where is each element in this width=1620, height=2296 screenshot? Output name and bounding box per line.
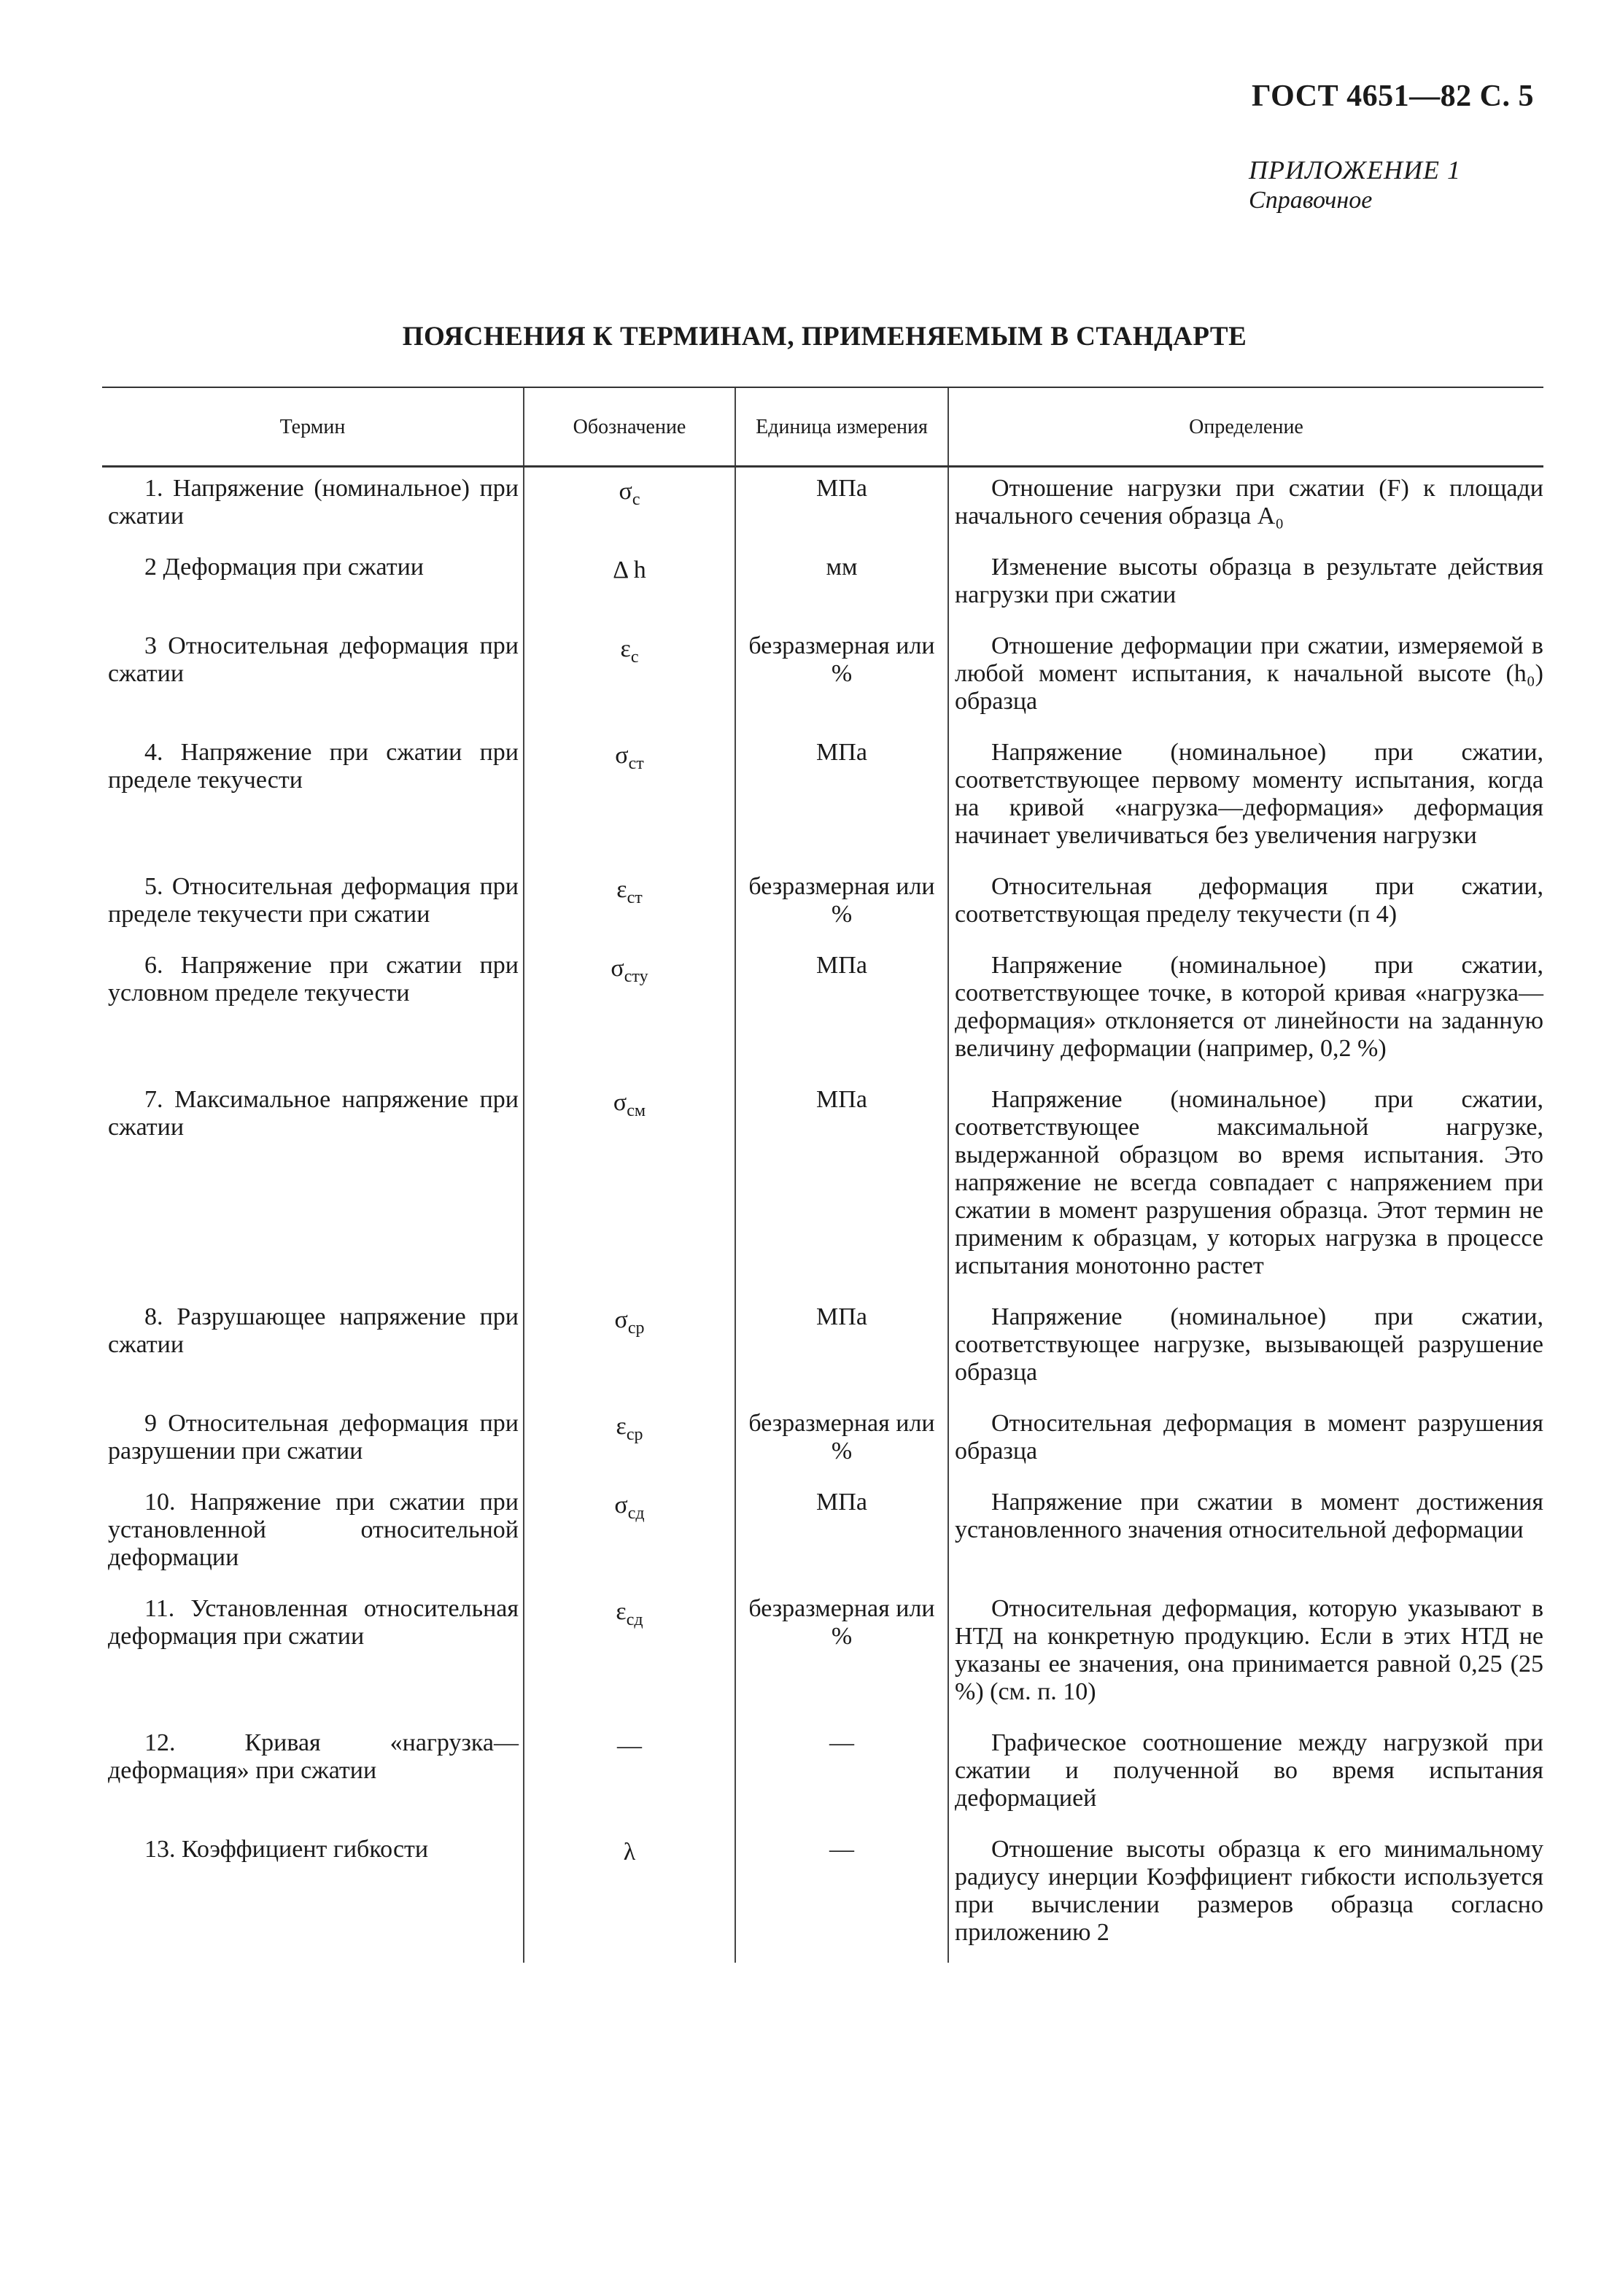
unit-cell: МПа [735, 945, 948, 1079]
definition-cell [948, 1296, 1543, 1403]
term-text: 1. Напряжение (номинальное) при сжатии [108, 475, 519, 530]
definition-text: Графическое соотношение между нагрузкой при сжатии и полученной во время испытания деформацией [955, 1729, 1543, 1812]
symbol-cell [524, 467, 735, 547]
definition-text: Отношение высоты образца к его минимальному радиусу инерции Коэффициент гибкости используется при вычислении размеров образца согласно приложению 2 [955, 1836, 1543, 1946]
table-row [102, 546, 1543, 625]
symbol-cell [524, 625, 735, 732]
definition-cell [948, 1403, 1543, 1481]
table-row [102, 1403, 1543, 1481]
unit-cell: безразмерная или % [735, 866, 948, 945]
table-row [102, 625, 1543, 732]
terms-table [102, 387, 1543, 1963]
term-cell [102, 625, 524, 732]
definition-text: Напряжение при сжатии в момент достижения установленного значения относительной деформации [955, 1489, 1543, 1543]
unit-cell: МПа [735, 1296, 948, 1403]
symbol-cell [524, 1296, 735, 1403]
symbol-subscript: с [630, 648, 639, 667]
term-cell [102, 1588, 524, 1722]
term-cell [102, 866, 524, 945]
definition-cell [948, 1828, 1543, 1963]
unit-cell: безразмерная или % [735, 625, 948, 732]
symbol-subscript: ст [627, 888, 643, 907]
definition-cell [948, 467, 1543, 547]
definition-text: Отношение нагрузки при сжатии (F) к площади начального сечения образца A₀ [955, 475, 1543, 530]
term-cell [102, 1481, 524, 1588]
term-text: 8. Разрушающее напряжение при сжатии [108, 1303, 519, 1358]
table-row [102, 1588, 1543, 1722]
definition-text: Относительная деформация в момент разрушения образца [955, 1410, 1543, 1465]
term-text: 9 Относительная деформация при разрушении при сжатии [108, 1410, 519, 1465]
table-row [102, 1296, 1543, 1403]
unit-cell: — [735, 1722, 948, 1828]
definition-text: Изменение высоты образца в результате действия нагрузки при сжатии [955, 554, 1543, 608]
header-symbol: Обозначение [524, 387, 735, 467]
appendix-subtitle: Справочное [1249, 187, 1373, 214]
term-cell [102, 732, 524, 866]
appendix-title: ПРИЛОЖЕНИЕ 1 [1249, 155, 1461, 185]
symbol-cell [524, 866, 735, 945]
symbol-subscript: с [632, 490, 640, 509]
unit-cell: МПа [735, 1079, 948, 1296]
term-cell [102, 1079, 524, 1296]
unit-cell: мм [735, 546, 948, 625]
definition-text: Напряжение (номинальное) при сжатии, соответствующее максимальной нагрузке, выдержанной образцом во время испытания. Это напряжение не всегда совпадает с напряжением при сжатии в момент разрушения образца. Этот термин не применим к образцам, у которых нагрузка в процессе испытания монотонно растет [955, 1086, 1543, 1279]
symbol-base: ε [620, 635, 631, 662]
header-unit: Единица измерения [735, 387, 948, 467]
table-row [102, 1079, 1543, 1296]
term-text: 12. Кривая «нагрузка—деформация» при сжатии [108, 1729, 519, 1784]
symbol-base: ε [616, 876, 627, 903]
symbol-subscript: сд [626, 1610, 643, 1629]
unit-cell: безразмерная или % [735, 1588, 948, 1722]
definition-cell [948, 866, 1543, 945]
symbol-base: Δ h [613, 556, 646, 583]
definition-text: Напряжение (номинальное) при сжатии, соответствующее точке, в которой кривая «нагрузка—деформация» отклоняется от линейности на заданную величину деформации (например, 0,2 %) [955, 952, 1543, 1062]
table-row [102, 1828, 1543, 1963]
term-text: 2 Деформация при сжатии [144, 554, 424, 581]
definition-cell [948, 1079, 1543, 1296]
symbol-base: σ [615, 742, 629, 769]
symbol-subscript: см [627, 1101, 646, 1120]
symbol-cell [524, 1079, 735, 1296]
document-title: ПОЯСНЕНИЯ К ТЕРМИНАМ, ПРИМЕНЯЕМЫМ В СТАНДАРТЕ [402, 322, 1247, 352]
symbol-cell [524, 1403, 735, 1481]
unit-cell: безразмерная или % [735, 1403, 948, 1481]
symbol-base: σ [611, 955, 624, 982]
term-text: 6. Напряжение при сжатии при условном пределе текучести [108, 952, 519, 1007]
table-row [102, 467, 1543, 547]
symbol-cell [524, 1588, 735, 1722]
term-cell [102, 1296, 524, 1403]
definition-text: Относительная деформация при сжатии, соответствующая пределу текучести (п 4) [955, 873, 1543, 928]
definition-cell [948, 1481, 1543, 1588]
term-text: 13. Коэффициент гибкости [144, 1836, 429, 1863]
term-cell [102, 1722, 524, 1828]
term-cell [102, 1828, 524, 1963]
symbol-base: σ [614, 1492, 628, 1519]
definition-text: Относительная деформация, которую указывают в НТД на конкретную продукцию. Если в этих НТД не указаны ее значения, она принимается равной 0,25 (25 %) (см. п. 10) [955, 1595, 1543, 1705]
term-cell [102, 1403, 524, 1481]
term-text: 10. Напряжение при сжатии при установленной относительной деформации [108, 1489, 519, 1571]
table-row [102, 732, 1543, 866]
term-text: 5. Относительная деформация при пределе текучести при сжатии [108, 873, 519, 928]
definition-cell [948, 1588, 1543, 1722]
symbol-base: — [617, 1732, 642, 1759]
definition-text: Отношение деформации при сжатии, измеряемой в любой момент испытания, к начальной высоте (h₀) образца [955, 632, 1543, 715]
unit-cell: МПа [735, 1481, 948, 1588]
term-text: 11. Установленная относительная деформация при сжатии [108, 1595, 519, 1650]
definition-cell [948, 625, 1543, 732]
definition-cell [948, 732, 1543, 866]
page-header: ГОСТ 4651—82 С. 5 [1251, 79, 1534, 113]
symbol-subscript: сд [627, 1504, 645, 1523]
unit-cell: МПа [735, 467, 948, 547]
term-cell [102, 546, 524, 625]
table-row [102, 1722, 1543, 1828]
header-definition: Определение [948, 387, 1543, 467]
symbol-base: ε [616, 1413, 627, 1440]
symbol-base: σ [613, 1089, 627, 1116]
unit-cell: — [735, 1828, 948, 1963]
term-text: 3 Относительная деформация при сжатии [108, 632, 519, 687]
table-row [102, 1481, 1543, 1588]
symbol-cell [524, 1481, 735, 1588]
symbol-subscript: ср [627, 1319, 645, 1338]
appendix-block [1249, 155, 1461, 214]
table-row [102, 866, 1543, 945]
symbol-base: λ [623, 1839, 636, 1866]
symbol-cell [524, 1722, 735, 1828]
symbol-subscript: ср [626, 1425, 643, 1444]
term-cell [102, 945, 524, 1079]
symbol-base: σ [614, 1306, 628, 1333]
symbol-cell [524, 732, 735, 866]
symbol-cell [524, 546, 735, 625]
terms-table-header [102, 387, 1543, 467]
symbol-subscript: ст [628, 754, 644, 773]
symbol-base: σ [619, 478, 632, 505]
definition-text: Напряжение (номинальное) при сжатии, соответствующее нагрузке, вызывающей разрушение образца [955, 1303, 1543, 1386]
symbol-cell [524, 945, 735, 1079]
term-text: 7. Максимальное напряжение при сжатии [108, 1086, 519, 1141]
symbol-cell [524, 1828, 735, 1963]
definition-cell [948, 945, 1543, 1079]
definition-text: Напряжение (номинальное) при сжатии, соответствующее первому моменту испытания, когда на кривой «нагрузка—деформация» деформация начинает увеличиваться без увеличения нагрузки [955, 739, 1543, 849]
term-text: 4. Напряжение при сжатии при пределе текучести [108, 739, 519, 794]
header-term: Термин [102, 387, 524, 467]
symbol-base: ε [616, 1598, 627, 1625]
definition-cell [948, 1722, 1543, 1828]
definition-cell [948, 546, 1543, 625]
terms-table-body [102, 467, 1543, 1963]
table-row [102, 945, 1543, 1079]
symbol-subscript: сту [624, 967, 648, 986]
unit-cell: МПа [735, 732, 948, 866]
term-cell [102, 467, 524, 547]
